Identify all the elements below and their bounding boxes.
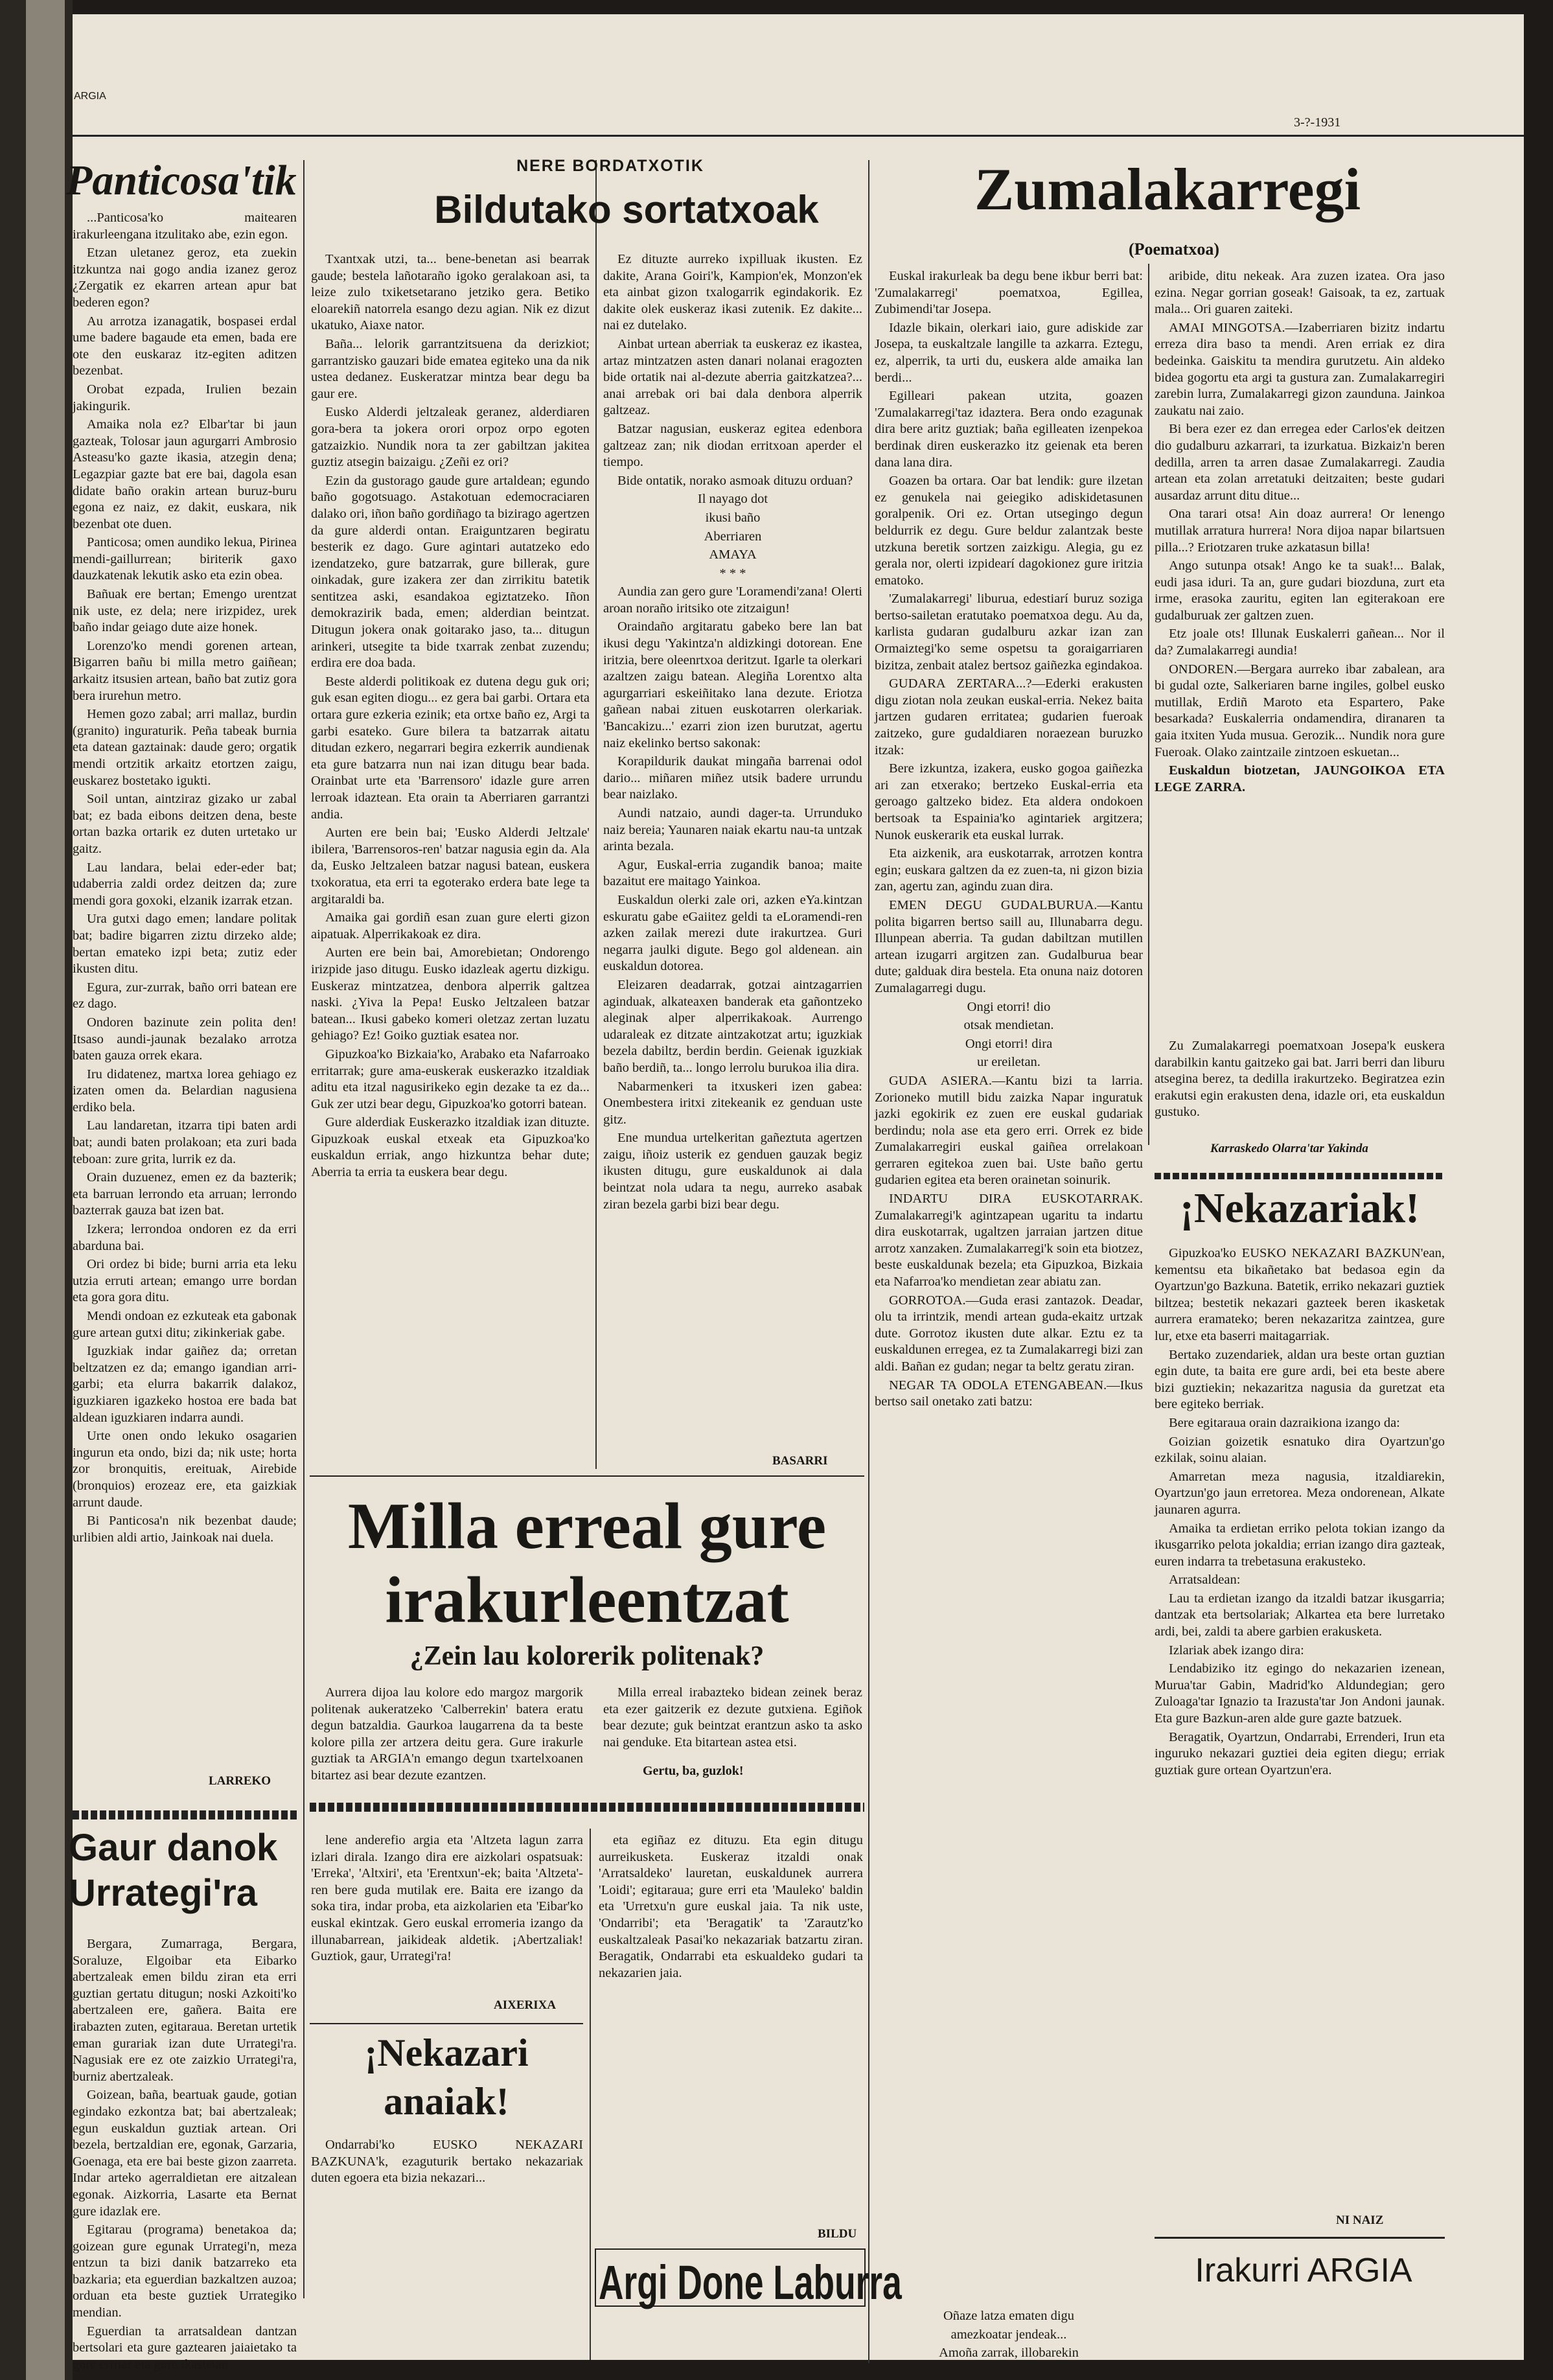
lene-signature: AIXERIXA xyxy=(494,1998,557,2012)
nekazariak-title: ¡Nekazariak! xyxy=(1179,1184,1420,1232)
paragraph: GUDARA ZERTARA...?—Ederki erakusten digu ziotan nola zeukan euskal-erria. Nekez baita jartzen gudaren erritatea; gudarien fueroak zaitzeko, gure gudaldiaren noraezean buruzko itzak: xyxy=(875,676,1143,757)
paragraph: aribide, ditu nekeak. Ara zuzen izatea. Ora jaso ezina. Negar gorrian goseak! Gaisoak, ta ez, zartuak mala... Ori guaren zaiteki. xyxy=(1155,269,1445,317)
quote-line: ur ereiletan. xyxy=(977,1055,1041,1070)
paragraph: Euskaldun biotzetan, JAUNGOIKOA ETA LEGE ZARRA. xyxy=(1155,763,1445,794)
book-binding xyxy=(0,0,73,2380)
paragraph: Nabarmenkeri ta itxuskeri izen gabea: Onembestera iritxi zitekeanik ez genduan uste gitz. xyxy=(603,1079,862,1127)
paragraph: Egura, zur-zurrak, baño orri batean ere ez dago. xyxy=(73,980,297,1011)
paragraph: Gipuzkoa'ko Bizkaia'ko, Arabako eta Nafarroako erritarrak; gure ama-euskerak euskerazko itzaldiak aditu eta itzal nagusirikeko egin dezake ta ez da... Guk zer utzi bear degu, Gipuzkoa'ko gotorri batean. xyxy=(311,1046,590,1111)
quote-line: Ongi etorri! dira xyxy=(965,1036,1053,1051)
paragraph: Urte onen ondo lekuko osagarien ingurun eta ondo, bizi da; nik uste; horta zor bronquitis, ereituak, Airebide (bronquios) erozeaz ere, eta gaizkiak arrunt daude. xyxy=(73,1429,297,1510)
gaur-top-divider xyxy=(73,1810,297,1820)
paragraph: AMAI MINGOTSA.—Izaberriaren bizitz indartu erreza dira baso ta mendi. Aren erriak ez dira bedeinka. Gaiskitu ta mendira gurutzetu. Ain aldeko bidea gogortu eta argi ta gustura zan. Zumalakarregiri zarebin lurra, Zumalakarregi gizon zaunduna. Jainkoa zaukatu nai zaio. xyxy=(1155,320,1445,418)
panticosa-title: Panticosa'tik xyxy=(66,157,297,204)
paragraph: Eusko Alderdi jeltzaleak geranez, alderdiaren gora-bera ta jokera orori orpoz orpo egoten gatzaizkio. Nundik nora ta zer gabiltzan jakitea guztiz atsegin baizaigu. ¿Zeñi ez ori? xyxy=(311,405,590,470)
zumalakarregi-article-left xyxy=(875,268,1143,1746)
bildu-signature: BILDU xyxy=(818,2227,857,2241)
poem-line: Aberriaren xyxy=(704,529,762,544)
paragraph: Bergara, Zumarraga, Bergara, Soraluze, Elgoibar eta Eibarko abertzaleak emen bildu ziran eta erri guztian gertatu ditugun; noski Azkoiti'ko abertzaleen ere, gañera. Baita ere irabazten zuten, egitaraua. Beretan urtetik eman gurariak izan dute Urrategi'ra. Nagusiak ere ez ote zaizkio Urrategi'ra, burniz abertzaleak. xyxy=(73,1937,297,2084)
paragraph: Beste alderdi politikoak ez dutena degu guk ori; guk esan egiten diogu... ez gera bai garbi. Ortara eta ortara gure ezkeria ezinik; eta ortxe baño ez, Argi ta garbi esateko. Gure bilera ta batzarrak aitatu ditudan ezkero, negarrari begira ezkerrik aundienak eta gure batzarra nun nai izan ditugu bear bada. Orainbat urte eta 'Barrensoro' idazle gure arren lerroak idaztean. Eta orain ta Aberriaren garrantzi andia. xyxy=(311,674,590,822)
paragraph: Eguerdian ta arratsaldean dantzan bertsolari eta gure gaztearen jaiaietako ta gure erritar eta gure ikastetan. xyxy=(73,2324,297,2372)
paragraph: Eleizaren deadarrak, gotzai aintzagarrien aginduak, alkateaxen banderak eta gañontzeko aleginak alper alperrikakoak. Aurrengo udaraleak ez ditzate aintzakotzat artu; iguzkiak bezela dabiltz, berdin berdin. Geienak iguzkiak baño berdiñ, ta... longo lerrolu burukoa ilia dira. xyxy=(603,977,862,1075)
paragraph: Soil untan, aintziraz gizako ur zabal bat; ez bada eibons deitzen dena, beste ortan bazka ortarik ez duten urtetako ur gaitz. xyxy=(73,792,297,856)
paragraph: Bi Panticosa'n nik bezenbat daude; urlibien aldi artio, Jainkoak nai duela. xyxy=(73,1514,297,1545)
paragraph: Aurten ere bein bai, Amorebietan; Ondorengo irizpide jaso ditugu. Eusko idazleak agertu dizkigu. Euskeraz mintzatzea, denbora alperrik galtzea naski. ¿Yiva la Pepa! Eusko Jeltzaleen batzar batean... Ikusi gabeko komeri oletzaz zertan luzatu gehiago? Ez! Goiko guztiak esatea nor. xyxy=(311,945,590,1043)
bildutako-continuation xyxy=(603,251,862,1444)
paragraph: Batzar nagusian, euskeraz egitea edenbora galtzeaz zan; nik diodan erritxoan aperder el tiempo. xyxy=(603,421,862,470)
irakurri-top-rule xyxy=(1155,2237,1445,2239)
paragraph: Gure alderdiak Euskerazko itzaldiak izan dituzte. Gipuzkoak euskal etxeak eta Gipuzkoa'ko euskaldun erriak, ango hizkuntza behar dute; Aberria ta erria ta euskera bear degu. xyxy=(311,1115,590,1180)
paragraph: Euskaldun olerki zale ori, azken eYa.kintzan eskuratu gabe eGaiitez geldi ta eLoramendi-ren azken zailak merezi dute irakurtzea. Guri negarra jaulki digute. Bego gol aldenean. ain euskaldun dotorea. xyxy=(603,892,862,974)
quote-line: Ongi etorri! dio xyxy=(967,999,1051,1014)
paragraph: EMEN DEGU GUDALBURUA.—Kantu polita bigarren bertso saill au, Illunabarra degu. Illunpean aberria. Ta gudan dabiltzan mutillen artean izugarri argitzen zan. Gudalburua bear dute; galduak dira bestela. Eta onuna naiz dotoren Zumalagarregi dugu. xyxy=(875,897,1143,995)
irakurri-argia: Irakurri ARGIA xyxy=(1195,2252,1412,2289)
paragraph: Arratsaldean: xyxy=(1169,1573,1241,1588)
paragraph: Bañuak ere bertan; Emengo urentzat nik uste, ez dela; nere irizpidez, urek baño indar geiago dute aize honek. xyxy=(73,587,297,635)
paragraph: Ez dituzte aurreko ixpilluak ikusten. Ez dakite, Arana Goiri'k, Kampion'ek, Monzon'ek eta ainbat gizon txalogarrik egindakorik. Ez dakite olek euskeraz ikasi zutenik. Ez dakite... nai ez dutelako. xyxy=(603,252,862,333)
quote-line: Oñaze latza ematen digu xyxy=(943,2309,1075,2323)
lene-right-article xyxy=(599,1832,863,2219)
paragraph: Orain duzuenez, emen ez da bazterik; eta barruan lerrondo eta arruan; lerrondo bazterrak gauza bat izen bat. xyxy=(73,1170,297,1218)
paragraph: Baña... lelorik garrantzitsuena da derizkiot; garrantzisko gauzari bide ematea egiteko una da nik ustea dedanez. Euskeratzar mintza bear degu ba gaur ere. xyxy=(311,336,590,401)
argi-dune-laburra: Argi Done Laburra xyxy=(599,2256,902,2309)
milla-left-text xyxy=(311,1685,583,1782)
paragraph: Gipuzkoa'ko EUSKO NEKAZARI BAZKUN'ean, kementsu eta bikañetako bat bedasoa egin da Oyartzun'go Bazkuna. Batetik, erriko nekazari guztiek biltzea; bestetik nekazari gazteek beren ikasketak aurrera eramateko; beren nekazaritza zaintzea, gure lur, etxe eta baserri maitagarriak. xyxy=(1155,1246,1445,1343)
panticosa-article xyxy=(73,210,297,1733)
paragraph: Bertako zuzendariek, aldan ura beste ortan guztian egin dute, ta baita ere gure ardi, bei eta beste abere bizi guztiekin; nekazaritza nagusia da guretzat eta bere egiteko berriak. xyxy=(1155,1347,1445,1412)
paragraph: Milla erreal irabazteko bidean zeinek beraz eta ezer gaitzerik ez dezute gutxiena. Egiñok bear dezute; guk beintzat erantzun asko ta asko nai genduke. Eta bitartean astea etsi. xyxy=(603,1685,862,1750)
paragraph: Bere egitaraua orain dazraikiona izango da: xyxy=(1169,1415,1400,1430)
gaur-title-line2: Urrategi'ra xyxy=(69,1872,258,1914)
quote-line: amezkoatar jendeak... xyxy=(950,2327,1067,2342)
column-rule-3 xyxy=(868,160,869,2363)
paragraph: ONDOREN.—Bergara aurreko ibar zabalean, ara bi gudal ozte, Salkeriaren barne ingiles, golbel eusko mutillak, Erdiñ Maroto eta Espartero, Pake besarkada? Euskalerria ondamendira, diranaren ta gaia itxiten Yuda musua. Gerozik... Nundik nora gure Fueroak. Olako zaintzaile zintzoen eskuetan... xyxy=(1155,662,1445,759)
paragraph: Eta aizkenik, ara euskotarrak, arrotzen kontra egin; euskara galtzen da ez zuen-ta, ni gizon bizia zan, agertu zan, agindu zuan dira. xyxy=(875,846,1143,894)
paragraph: Bere izkuntza, izakera, eusko gogoa gaiñezka ari zan etxerako; bertzeko Euskal-erria eta geroago galtzeko bidez. Eta aldera ondokoen bertsoak ta Espainia'ko agintariek argitzera; Nunok euskerarik eta euskal lurrak. xyxy=(875,761,1143,842)
gaur-article xyxy=(73,1936,297,2372)
poem-line: AMAYA xyxy=(709,548,757,562)
panticosa-signature: LARREKO xyxy=(209,1774,271,1788)
column-rule-2 xyxy=(595,160,597,1469)
paragraph: Bi bera ezer ez dan erregea eder Carlos'ek deitzen dio gudalburu azkarrari, ta izurkatua. Bizkaiz'n beren dedilla, arren ta arren dasae Zumalakarregi. Zaudia artean eta zolan arretatuki deitzaiten; beste gudari ausardaz arrunt ditu ditue... xyxy=(1155,422,1445,503)
gaur-title-line1: Gaur danok xyxy=(69,1827,278,1869)
paragraph: Lorenzo'ko mendi gorenen artean, Bigarren bañu bi milla metro gaiñean; arkaitz itsusien artean, baño bat zutiz gora bera irurehun metro. xyxy=(73,638,297,703)
paragraph: Hemen gozo zabal; arri mallaz, burdin (granito) inguraturik. Peña tabeak burnia eta datean gaztainak: daude gero; orgatik mendi ortzitik arkaitz etortzen zaigu, euskarez bostetako igukti. xyxy=(73,707,297,788)
nekazari-small-rule xyxy=(310,2023,583,2024)
column-rule-5 xyxy=(590,1829,591,2360)
paragraph: Aurten ere bein bai; 'Eusko Alderdi Jeltzale' ibilera, 'Barrensoros-ren' batzar nagusia egin da. Ala da, Eusko Jeltzaleen batzar nagusi batean, euskera txokoratua, eta erri ta egoterako erdera bate lege ta argitaraldi ba. xyxy=(311,826,590,907)
basarri-signature: BASARRI xyxy=(772,1454,828,1468)
newspaper-page xyxy=(66,14,1524,2372)
paragraph: Etz joale ots! Illunak Euskalerri gañean... Nor il da? Zumalakarregi aundia! xyxy=(1155,627,1445,658)
nekazari-small-text xyxy=(311,2137,583,2208)
stars-separator: * * * xyxy=(719,566,746,581)
column-rule-1 xyxy=(303,160,305,2298)
zumalakarregi-article-right xyxy=(1155,268,1445,1033)
masthead-date: 3-?-1931 xyxy=(1294,115,1341,130)
paragraph: Ainbat urtean aberriak ta euskeraz ez ikastea, artaz mintzatzen asten danari nolanai eragozten bide ortatik nai al-dezute aberria gaitzkatzea?... anai arrebak ori bai dala denbora alperrik galtzeaz. xyxy=(603,336,862,418)
masthead-left-mark: ARGIA xyxy=(74,91,106,102)
nekazariak-top-divider xyxy=(1155,1173,1445,1179)
paragraph: Lendabiziko itz egingo do nekazarien izenean, Murua'tar Gabin, Madrid'ko Aldundegian; gero Zuloaga'tar Ignazio ta Irazusta'tar Jon Andoni jaunak. Eta gure Bazkun-aren alde gure gazte batzuek. xyxy=(1155,1661,1445,1726)
nekazari-small-title-line1: ¡Nekazari xyxy=(364,2031,529,2074)
paragraph: Korapildurik daukat mingaña barrenai odol dario... miñaren miñez utsik badere urrundu bear naizlako. xyxy=(603,754,862,802)
paragraph: Lau landaretan, itzarra tipi baten ardi bat; aundi baten prolakoan; eta zuri bada teboan: zure grita, lurrik ez da. xyxy=(73,1118,297,1166)
paragraph: Egitarau (programa) benetakoa da; goizean gure egunak Urrategi'n, meza entzun ta bizi danik batzarreko eta bazkaria; eta eguerdian bazkaltzen auzoa; orduan eta beste guztiek Urrategiko mendian. xyxy=(73,2223,297,2320)
paragraph: Beragatik, Oyartzun, Ondarrabi, Errenderi, Irun eta inguruko nekazari guztiei deia egiten diegu; erriak guztiak gure ortean Oyartzun'era. xyxy=(1155,1729,1445,1777)
paragraph: Ene mundua urtelkeritan gañeztuta agertzen zaigu, iñoiz usterik ez genduen gauzak begiz ikusten ditugu, gure euskaldunok ai dala beintzat nola udara ta negu, aurreko asabak ziran bezela garbi bizi bear degu. xyxy=(603,1131,862,1212)
binding-strip xyxy=(26,0,65,2380)
milla-bottom-divider xyxy=(310,1803,864,1812)
paragraph: Egilleari pakean utzita, goazen 'Zumalakarregi'taz idaztera. Bera ondo ezagunak dira bere aritz guztiak; baña egilleaten izenpekoa berdinak diren euskerazko itz geienak eta beren dana lana dira. xyxy=(875,389,1143,470)
poem-line: Il nayago dot xyxy=(697,492,768,507)
column-rule-4 xyxy=(1148,264,1149,1145)
milla-right-text xyxy=(603,1685,862,1756)
zumalakarregi-article-right-2 xyxy=(1155,1038,1445,1135)
masthead-rule xyxy=(73,135,1524,137)
paragraph: Euskal irakurleak ba degu bene ikbur berri bat: 'Zumalakarregi' poematxoa, Egillea, Zubimendi'tar Josepa. xyxy=(875,269,1143,317)
paragraph: Ango sutunpa otsak! Ango ke ta suak!... Balak, eudi jasa iduri. Ta an, gure gudari biozduna, zurt eta irme, erasoka zauritu, egiten lan egiterakoan ere gudalburuak zer galtzen zuen. xyxy=(1155,559,1445,623)
paragraph: Orobat ezpada, Irulien bezain jakingurik. xyxy=(73,382,297,413)
paragraph: Goazen ba ortara. Oar bat lendik: gure ilzetan ez genukela nai geiegiko adiskidetasunen goralpenik. Ori ez. Ortan utsegingo degun beldurrik ez degu. Gure beldur zalantzak beste utzkuna beretik sortzen zaizkigu. Alegia, gu ez gerala nor, olerti izpidearí dagokionez gure iritzia ematoko. xyxy=(875,474,1143,588)
paragraph: Panticosa; omen aundiko lekua, Pirinea mendi-gaillurrean; biriterik gaxo dauzkatenak lekutik asko eta ezin obea. xyxy=(73,535,297,583)
bordatxotik-kicker: NERE BORDATXOTIK xyxy=(516,157,704,175)
paragraph: INDARTU DIRA EUSKOTARRAK. Zumalakarregi'k agintzapean ugaritu ta indartu dira euskotarrak, ugaltzen jarraian jartzen ditue arrotz xanzaken. Zumalakarregi'k soin eta biotzez, beste euskaldunak bezela; eta Gipuzkoa, Bizkaia eta Nafarroa'ko mendietan zear abiatu zan. xyxy=(875,1192,1143,1289)
paragraph: Ura gutxi dago emen; landare politak bat; badire bigarren ziztu dirzeko alde; bertan emateko izpi beta; zutiz eder ikusten ditu. xyxy=(73,912,297,976)
paragraph: Aundi natzaio, aundi dager-ta. Urrunduko naiz bereia; Yaunaren naiak ekartu nau-ta untzak arinta bezala. xyxy=(603,806,862,854)
zumalakarregi-signature: Karraskedo Olarra'tar Yakinda xyxy=(1210,1142,1368,1155)
bildutako-article xyxy=(311,251,590,1457)
paragraph: Iguzkiak indar gaiñez da; orretan beltzatzen ez da; emango igandian arri-garbi; eta elurra bakarrik dalakoz, iguzkiaren igazkeko hostoa ere bada bat aldean iguzkiaren indarra aundi. xyxy=(73,1344,297,1425)
milla-title-line1: Milla erreal gure xyxy=(347,1490,827,1563)
paragraph: Idazle bikain, olerkari iaio, gure adiskide zar Josepa, ta euskaltzale langille ta azkarra. Eztegu, ez, alperrik, ta urti du, euskera alde amaika lan berdi... xyxy=(875,320,1143,385)
paragraph: Mendi ondoan ez ezkuteak eta gabonak gure artean gutxi ditu; zikinkeriak gabe. xyxy=(73,1309,297,1340)
paragraph: Aurrera dijoa lau kolore edo margoz margorik politenak aukeratzeko 'Calberrekin' batera eratu degun batzaldia. Gaurkoa laugarrena da ta beste kolore pilla zer artzera deitu gera. Gure irakurle guztiak ta ARGIA'n emango degun txartelxoanen bitartez asi bear dezute ezantzen. xyxy=(311,1685,583,1783)
paragraph: Zu Zumalakarregi poematxoan Josepa'k euskera darabilkin kantu gaitzeko gai bat. Jarri berri dan liburu atsegina berez, ta dedilla irakurtzeko. Begiratzea ezin erakutsi egin erakusten dena, idazle ori, eta euskaldun gustuko. xyxy=(1155,1039,1445,1120)
paragraph: Goizean, baña, beartuak gaude, gotian egindako ezkontza bat; bai abertzaleak; egun euskaldun guztiak artean. Ori bezela, bertzaldian ere, egonak, Garzaria, Goenaga, eta ere bai beste gizon zaarreta. Indar arteko agerraldietan ere aitzalean egonak. Aizkorria, Lasarte eta Bernat gure idazlak ere. xyxy=(73,2088,297,2219)
zumalakarregi-title: Zumalakarregi xyxy=(974,156,1361,222)
paragraph: Lau landara, belai eder-eder bat; udaberria zaldi ordez deitzen da; zure mendi gora goxoki, elzanik izarrak etzan. xyxy=(73,860,297,908)
paragraph: Ezin da gustorago gaude gure artaldean; egundo baño gogotsuago. Astakotuan edemocraciaren dalako ori, iñon baño gordiñago ta bizirago agertzen da gure alderdi ontan. Eraiguntzaren begiratu besterik ez dago. Gure agintari autatzeko edo izendatzeko, gure batzarrak, gure billerak, gure oinkadak, gure izakera zer dan zirrikitu batetik sentitzea aski, esandakoa egiztatzeko. Iñon demokrazirik bada, emen; alderdian beintzat. Ditugun jokera onak goitarako jaso, ta... ditugun arinkeri, utsegite ta bide txarrak zenbat zuzendu; erdira ere doa bada. xyxy=(311,473,590,671)
paragraph: NEGAR TA ODOLA ETENGABEAN.—Ikus bertso sail onetako zati batzu: xyxy=(875,1378,1143,1409)
paragraph: lene anderefio argia eta 'Altzeta lagun zarra izlari dirala. Izango dira ere aizkolari ospatsuak: 'Erreka', 'Altxiri', eta 'Erentxun'-ek; baita 'Altzeta'-ren bere guda mutilak ere. Baita ere izango da soka tira, indar proba, eta aizkolarien eta 'Eibar'ko euskal ekintzak. Gero euskal erromeria izango da illunabarrean, jaikideak aldetik. ¡Abertzaliak! Guztiok, gaur, Urrategi'ra! xyxy=(311,1833,583,1964)
paragraph: Bide ontatik, norako asmoak dituzu orduan? xyxy=(617,473,853,488)
paragraph: Agur, Euskal-erria zugandik banoa; maite bazaitut ere maitago Yainkoa. xyxy=(603,857,862,889)
poem-line: ikusi baño xyxy=(705,510,761,525)
paragraph: Ori ordez bi bide; burni arria eta leku utzia erruti artean; emango urre bordan eta gora gora ditu. xyxy=(73,1257,297,1305)
quote-line: otsak mendietan. xyxy=(963,1018,1054,1033)
paragraph: Aundia zan gero gure 'Loramendi'zana! Olerti aroan noraño iritsiko ote zitzaigun! xyxy=(603,584,862,616)
zumalakarregi-quote2 xyxy=(875,2308,1143,2360)
milla-subtitle: ¿Zein lau kolorerik politenak? xyxy=(409,1641,765,1671)
bildutako-title: Bildutako sortatxoak xyxy=(434,188,819,231)
milla-top-rule xyxy=(310,1475,864,1477)
paragraph: Etzan uletanez geroz, eta zuekin itzkuntza nai gogo andia izanez geroz ¿Zergatik ez ekarren artean apur bat bederen egon? xyxy=(73,246,297,310)
paragraph: Amaika gai gordiñ esan zuan gure elerti gizon aipatuak. Alperrikakoak ez dira. xyxy=(311,910,590,942)
paragraph: Iru didatenez, martxa lorea gehiago ez izaten omen da. Belardian nagusiena erdiko bela. xyxy=(73,1067,297,1115)
zumalakarregi-subtitle: (Poematxoa) xyxy=(1128,240,1220,259)
paragraph: Ondarrabi'ko EUSKO NEKAZARI BAZKUNA'k, ezaguturik bertako nekazariak duten egoera eta bizia nekazari... xyxy=(311,2138,583,2186)
paragraph: Ondoren bazinute zein polita den! Itsaso aundi-jaunak bezalako arrotza baten gauza orrek ekara. xyxy=(73,1015,297,1063)
paragraph: GORROTOA.—Guda erasi zantazok. Deadar, olu ta irrintzik, mendi artean guda-ekaitz urtzak dute. Gorrotoz ikusten dute alkar. Eztu ez ta euskaldunen erregea, ez ta Zumalakarregi bizi zan aldi. Bañan ez gudan; negar ta beltz geratu ziran. xyxy=(875,1293,1143,1374)
nekazari-small-title-line2: anaiak! xyxy=(384,2080,509,2123)
paragraph: Amaika ta erdietan erriko pelota tokian izango da ikusgarriko pelota jokaldia; errian izango dira gazteak, euren indarra ta trebetasuna erakusteko. xyxy=(1155,1521,1445,1569)
paragraph: Izlariak abek izango dira: xyxy=(1169,1643,1304,1658)
paragraph: GUDA ASIERA.—Kantu bizi ta larria. Zorioneko mutill bidu zaizka Napar inguratuk jazki egokirik ez zuen ere euskal gudariak berdindu; nola ase eta gero erri. Orrek ez bide Zumalakarregiri euskal gaiñea orrelakoan gerraren egitekoa zuen bai. Uste baño gertu gudarien egitea eta beren orainetan soinurik. xyxy=(875,1073,1143,1188)
paragraph: Au arrotza izanagatik, bospasei erdal ume badere bagaude eta emen, bada ere ote den euskaraz itz-egiten aditzen bezenbat. xyxy=(73,314,297,378)
paragraph: Oraindaño argitaratu gabeko bere lan bat ikusi degu 'Yakintza'n aldizkingi dotorean. Ene iritzia, bere oleenrtxoa deritzut. Igarle ta olerkari azaltzen zaigu batean. Alegiña Lorentxo alta agurgarriari eskeiñitako lana dezute. Eriotza gañean nabai zituen euskotarren olerkariak. 'Bancakizu...' ezarri zion izen burutzat, agertu naiz ekelinko bertso sakonak: xyxy=(603,619,862,750)
nekazariak-signature: NI NAIZ xyxy=(1336,2213,1384,2227)
paragraph: Izkera; lerrondoa ondoren ez da erri abarduna bai. xyxy=(73,1222,297,1253)
paragraph: Ona tarari otsa! Ain doaz aurrera! Or lenengo mutillak arratura hurrera! Nora dijoa napar bilartsuen pilla...? Eriotzaren truke azkatasun billa! xyxy=(1155,507,1445,555)
paragraph: eta egiñaz ez dituzu. Eta egin ditugu aurreikusketa. Euskeraz itzaldi onak 'Arratsaldeko' lauretan, euskaldunek aurrera 'Loidi'; egitaraua; gure erri eta 'Mauleko' baldin eta 'Urretxu'n gure euskal jaia. Ta nik uste, 'Ondarribi'; eta 'Beragatik' ta 'Zarautz'ko euskaltzaleak Pasai'ko nekazariak batzartu ziran. Beragatik, Ondarrabi eta eskualdeko gudari ta nekazarien jaia. xyxy=(599,1833,863,1980)
paragraph: Txantxak utzi, ta... bene-benetan asi bearrak gaude; bestela lañotaraño igoko geralakoan asi, ta leize zulo txiketsetarano jetziko gera. Betiko eloarekiñ natorrela esango dezu agian. Nik ez dizut ukatuko, Aiaxe nator. xyxy=(311,252,590,333)
paragraph: ...Panticosa'ko maitearen irakurleengana itzulitako abe, ezin egon. xyxy=(73,211,297,242)
milla-signature: Gertu, ba, guzlok! xyxy=(643,1764,744,1778)
nekazariak-article xyxy=(1155,1245,1445,2198)
paragraph: Lau ta erdietan izango da itzaldi batzar ikusgarria; dantzak eta bertsolariak; Alkartea eta bere lurretako ardi, bei, zaldi ta abere garbien erakusketa. xyxy=(1155,1591,1445,1639)
paragraph: 'Zumalakarregi' liburua, edestiarí buruz soziga bertso-sailetan eratutako poematxoa degu. Au da, karlista gudaran gudalburu azkar izan zan Ormaiztegi'ko seme ospetsu ta goraigarriaren bizitza, zenbait atalez bertsoz gaiñezka egindakoa. xyxy=(875,592,1143,673)
paragraph: Amarretan meza nagusia, itzaldiarekin, Oyartzun'go jaun erretorea. Meza ondorenean, Alkate jaunaren agurra. xyxy=(1155,1469,1445,1517)
lene-article xyxy=(311,1832,583,1994)
quote-line: Amoña zarrak, illobarekin xyxy=(939,2346,1079,2361)
milla-title-line2: irakurleentzat xyxy=(385,1564,789,1637)
paragraph: Amaika nola ez? Elbar'tar bi jaun gazteak, Tolosar jaun agurgarri Ambrosio Asteasu'ko gazte ikasia, atzegin dena; Legazpiar gazte bat ere bai, dagola esan didate baño orakin artean buruz-buru egona ez naiz, ez dakit, euskara, nik bezenbat ote duen. xyxy=(73,417,297,531)
paragraph: Goizian goizetik esnatuko dira Oyartzun'go ezkilak, soinu alaian. xyxy=(1155,1434,1445,1466)
